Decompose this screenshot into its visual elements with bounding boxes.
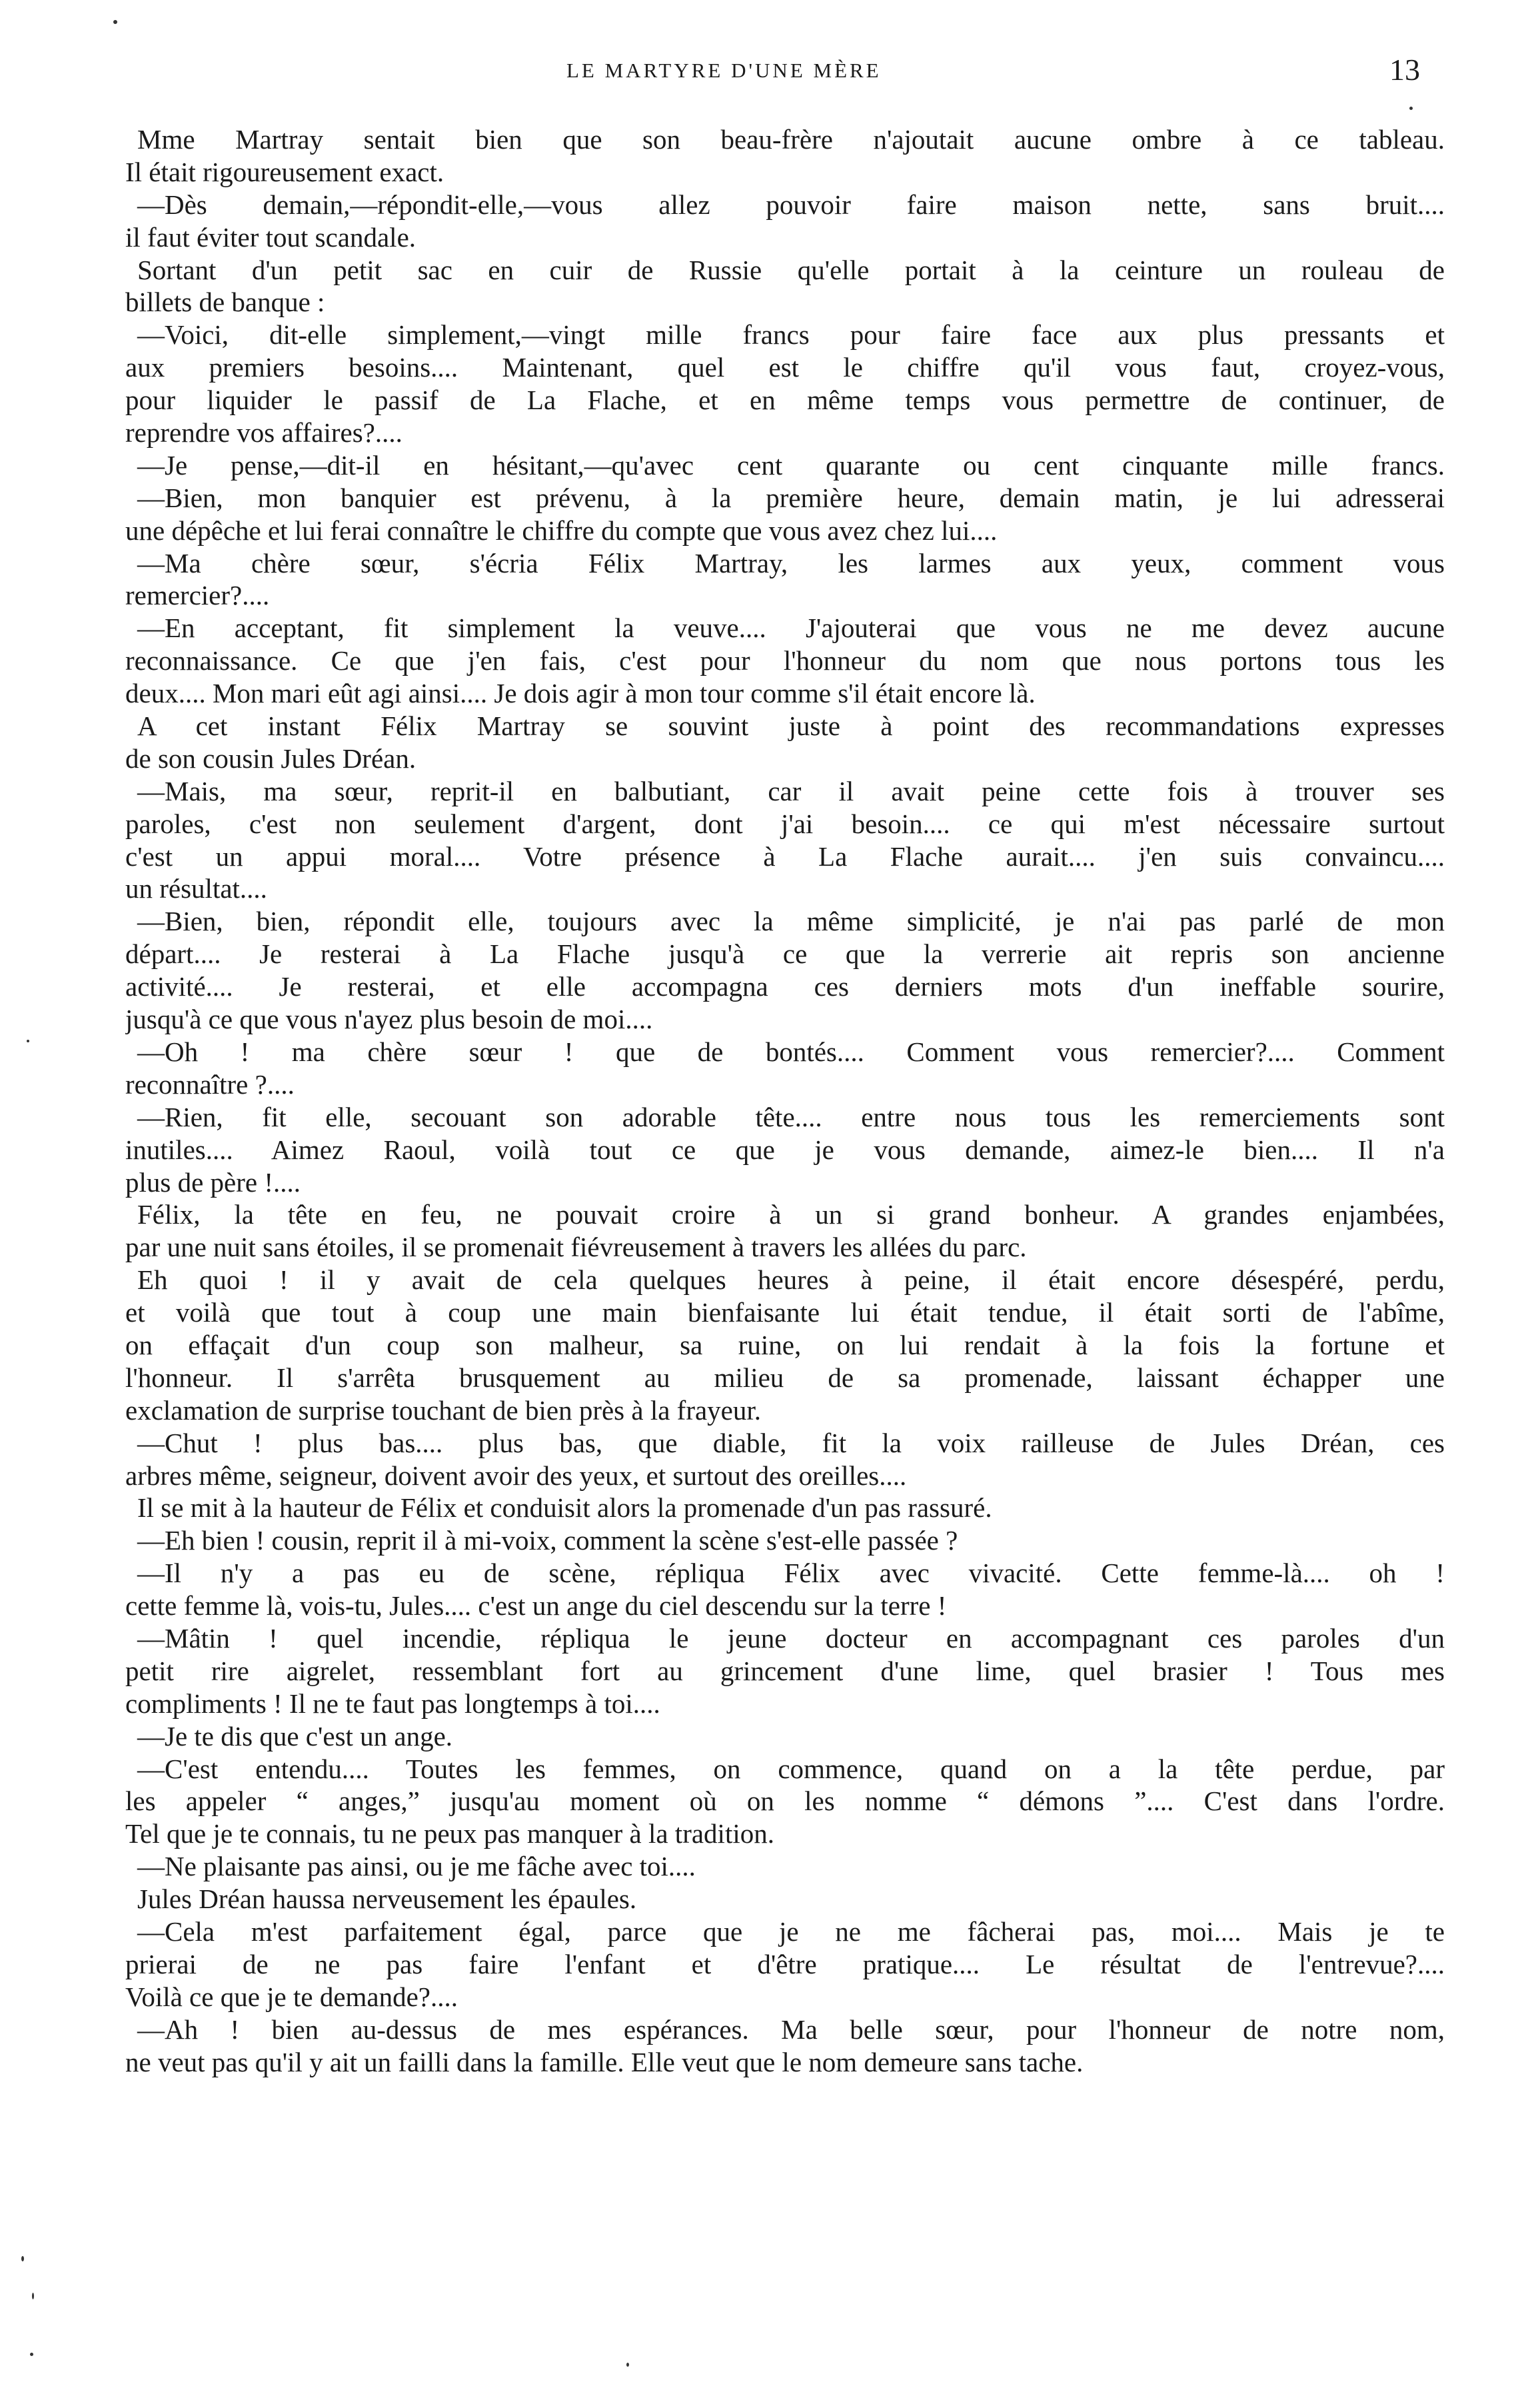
text-line: un résultat.... (125, 873, 267, 904)
text-line: activité.... Je resterai, et elle accompagna ces derniers mots d'un ineffable sourire, (125, 971, 1445, 1002)
text-line: reprendre vos affaires?.... (125, 417, 402, 449)
text-line: plus de père !.... (125, 1166, 301, 1198)
text-line: de son cousin Jules Dréan. (125, 742, 416, 774)
text-line: départ.... Je resterai à La Flache jusqu'à ce que la verrerie ait repris son ancienne (125, 938, 1445, 970)
text-line: une dépêche et lui ferai connaître le chiffre du compte que vous avez chez lui.... (125, 515, 998, 546)
text-line: Tel que je te connais, tu ne peux pas manquer à la tradition. (125, 1818, 774, 1849)
text-line: les appeler “ anges,” jusqu'au moment où on les nomme “ démons ”.... C'est dans l'ordre. (125, 1786, 1445, 1817)
text-line: paroles, c'est non seulement d'argent, dont j'ai besoin.... ce qui m'est nécessaire surtout (125, 808, 1445, 839)
text-line: —Bien, mon banquier est prévenu, à la première heure, demain matin, je lui adresserai (137, 482, 1445, 513)
scan-speck (27, 1040, 29, 1042)
text-line: —Eh bien ! cousin, reprit il à mi-voix, comment la scène s'est-elle passée ? (137, 1525, 958, 1556)
text-line: —Ne plaisante pas ainsi, ou je me fâche avec toi.... (137, 1851, 696, 1882)
text-line: aux premiers besoins.... Maintenant, quel est le chiffre qu'il vous faut, croyez-vous, (125, 352, 1445, 383)
text-line: inutiles.... Aimez Raoul, voilà tout ce que je vous demande, aimez-le bien.... Il n'a (125, 1134, 1445, 1165)
text-line: il faut éviter tout scandale. (125, 221, 416, 253)
text-line: deux.... Mon mari eût agi ainsi.... Je dois agir à mon tour comme s'il était encore là. (125, 678, 1036, 709)
scan-speck (32, 2293, 34, 2299)
text-line: ne veut pas qu'il y ait un failli dans la famille. Elle veut que le nom demeure sans tache. (125, 2046, 1084, 2077)
text-line: Il était rigoureusement exact. (125, 156, 444, 187)
page-number: 13 (1389, 53, 1420, 87)
text-line: c'est un appui moral.... Votre présence à La Flache aurait.... j'en suis convaincu.... (125, 840, 1445, 872)
text-line: —Mais, ma sœur, reprit-il en balbutiant, car il avait peine cette fois à trouver ses (137, 775, 1445, 806)
scan-speck (113, 20, 117, 24)
text-line: par une nuit sans étoiles, il se promenait fiévreusement à travers les allées du parc. (125, 1232, 1027, 1263)
text-line: —Je pense,—dit-il en hésitant,—qu'avec cent quarante ou cent cinquante mille francs. (137, 449, 1445, 481)
text-line: Voilà ce que je te demande?.... (125, 1981, 458, 2012)
text-line: arbres même, seigneur, doivent avoir des yeux, et surtout des oreilles.... (125, 1460, 907, 1491)
text-line: —Dès demain,—répondit-elle,—vous allez pouvoir faire maison nette, sans bruit.... (137, 189, 1445, 220)
text-line: et voilà que tout à coup une main bienfaisante lui était tendue, il était sorti de l'abîme, (125, 1297, 1445, 1328)
text-line: prierai de ne pas faire l'enfant et d'être pratique.... Le résultat de l'entrevue?.... (125, 1948, 1445, 1979)
text-line: A cet instant Félix Martray se souvint juste à point des recommandations expresses (137, 710, 1445, 742)
text-line: on effaçait d'un coup son malheur, sa ruine, on lui rendait à la fois la fortune et (125, 1329, 1445, 1360)
text-line: —En acceptant, fit simplement la veuve.... J'ajouterai que vous ne me devez aucune (137, 612, 1445, 644)
text-line: cette femme là, vois-tu, Jules.... c'est un ange du ciel descendu sur la terre ! (125, 1590, 947, 1622)
text-line: exclamation de surprise touchant de bien près à la frayeur. (125, 1394, 762, 1426)
text-line: Jules Dréan haussa nerveusement les épaules. (137, 1883, 637, 1915)
text-line: Mme Martray sentait bien que son beau-frère n'ajoutait aucune ombre à ce tableau. (137, 124, 1445, 155)
text-line: —Je te dis que c'est un ange. (137, 1720, 453, 1752)
text-line: —Oh ! ma chère sœur ! que de bontés.... Comment vous remercier?.... Comment (137, 1036, 1445, 1067)
page-header (0, 53, 1540, 99)
scan-speck (30, 2353, 33, 2356)
text-line: —Chut ! plus bas.... plus bas, que diable, fit la voix railleuse de Jules Dréan, ces (137, 1427, 1445, 1458)
running-title: LE MARTYRE D'UNE MÈRE (566, 59, 882, 82)
text-line: —Ma chère sœur, s'écria Félix Martray, les larmes aux yeux, comment vous (137, 547, 1445, 579)
text-line: —Cela m'est parfaitement égal, parce que je ne me fâcherai pas, moi.... Mais je te (137, 1915, 1445, 1947)
text-line: —C'est entendu.... Toutes les femmes, on commence, quand on a la tête perdue, par (137, 1753, 1445, 1784)
text-line: Eh quoi ! il y avait de cela quelques heures à peine, il était encore désespéré, perdu, (137, 1264, 1445, 1296)
text-line: billets de banque : (125, 287, 325, 318)
text-line: compliments ! Il ne te faut pas longtemps à toi.... (125, 1688, 660, 1719)
scan-speck (1409, 107, 1413, 110)
text-line: Félix, la tête en feu, ne pouvait croire à un si grand bonheur. A grandes enjambées, (137, 1199, 1445, 1230)
text-line: pour liquider le passif de La Flache, et en même temps vous permettre de continuer, de (125, 385, 1445, 416)
text-line: Il se mit à la hauteur de Félix et conduisit alors la promenade d'un pas rassuré. (137, 1492, 992, 1524)
text-line: reconnaître ?.... (125, 1068, 295, 1100)
text-line: —Rien, fit elle, secouant son adorable tête.... entre nous tous les remerciements sont (137, 1101, 1445, 1132)
text-line: l'honneur. Il s'arrêta brusquement au milieu de sa promenade, laissant échapper une (125, 1362, 1445, 1393)
scan-speck (626, 2363, 629, 2367)
text-line: —Il n'y a pas eu de scène, répliqua Félix avec vivacité. Cette femme-là.... oh ! (137, 1558, 1445, 1589)
text-line: Sortant d'un petit sac en cuir de Russie qu'elle portait à la ceinture un rouleau de (137, 254, 1445, 285)
text-line: remercier?.... (125, 580, 270, 611)
text-line: petit rire aigrelet, ressemblant fort au grincement d'une lime, quel brasier ! Tous mes (125, 1655, 1445, 1686)
text-line: —Bien, bien, répondit elle, toujours avec la même simplicité, je n'ai pas parlé de mon (137, 906, 1445, 937)
text-line: reconnaissance. Ce que j'en fais, c'est pour l'honneur du nom que nous portons tous les (125, 645, 1445, 676)
text-line: jusqu'à ce que vous n'ayez plus besoin de moi.... (125, 1004, 653, 1035)
body-text (125, 123, 1445, 2078)
text-line: —Mâtin ! quel incendie, répliqua le jeune docteur en accompagnant ces paroles d'un (137, 1622, 1445, 1654)
text-line: —Voici, dit-elle simplement,—vingt mille francs pour faire face aux plus pressants et (137, 319, 1445, 351)
scan-speck (21, 2256, 24, 2261)
text-line: —Ah ! bien au-dessus de mes espérances. Ma belle sœur, pour l'honneur de notre nom, (137, 2013, 1445, 2045)
